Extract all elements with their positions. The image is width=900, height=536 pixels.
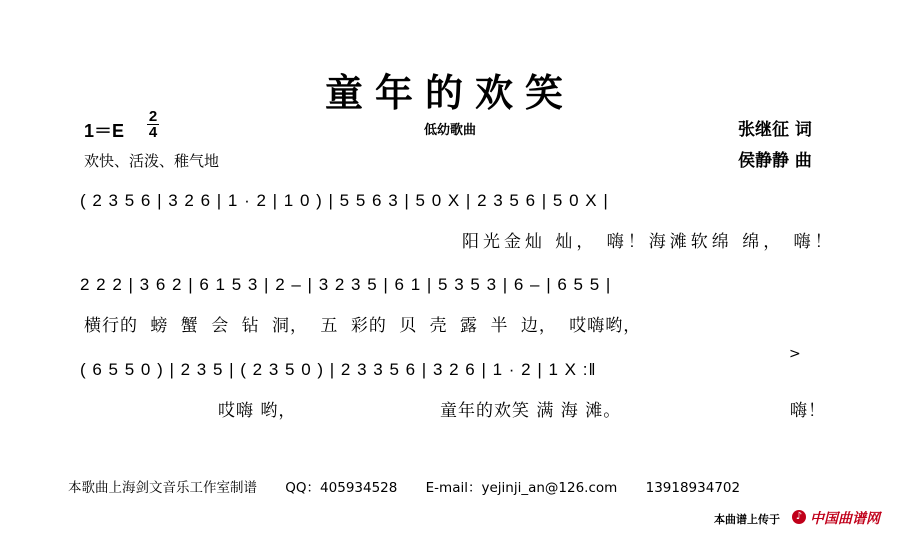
time-signature-top: 2	[148, 108, 158, 125]
accent-mark: >	[789, 346, 801, 362]
upload-label: 本曲谱上传于	[714, 513, 780, 526]
song-genre: 低幼歌曲	[424, 123, 477, 138]
notation-line-2: 2 2 2 | 3 6 2 | 6 1 5 3 | 2 – | 3 2 3 5 | 6 1 | 5 3 5 3 | 6 – | 6 5 5 |	[80, 275, 612, 294]
lyric-line-3c: 嗨！	[790, 401, 826, 421]
email-text: E-mail：yejinji_an@126.com	[425, 480, 618, 496]
notation-line-1: ( 2 3 5 6 | 3 2 6 | 1 · 2 | 1 0 ) | 5 5 6 3 | 5 0 X | 2 3 5 6 | 5 0 X |	[80, 191, 609, 210]
song-title: 童年的欢笑	[324, 70, 575, 115]
brand-logo-icon: ♪	[792, 510, 806, 524]
lyric-line-3b: 童年的欢笑 满 海 滩。	[440, 401, 622, 421]
brand-logo-text[interactable]: 中国曲谱网	[810, 511, 880, 527]
lyric-line-1: 阳光金灿 灿， 嗨！海滩软绵 绵， 嗨！	[462, 232, 836, 252]
producer-text: 本歌曲上海剑文音乐工作室制谱	[68, 480, 257, 496]
lyric-line-3a: 哎嗨 哟，	[218, 401, 297, 421]
notation-line-3: ( 6 5 5 0 ) | 2 3 5 | ( 2 3 5 0 ) | 2 3 3 5 6 | 3 2 6 | 1 · 2 | 1 X :‖	[80, 360, 597, 379]
tempo-marking: 欢快、活泼、稚气地	[84, 152, 220, 170]
footer-info	[68, 476, 764, 496]
composer-credit: 侯静静 曲	[738, 151, 812, 171]
qq-text: QQ：405934528	[285, 480, 398, 496]
time-signature	[147, 109, 159, 140]
lyricist-credit: 张继征 词	[738, 120, 812, 140]
time-signature-bottom: 4	[148, 124, 158, 141]
phone-text: 13918934702	[645, 480, 741, 496]
key-signature: 1＝E	[84, 121, 125, 141]
lyric-line-2: 横行的 螃 蟹 会 钻 洞， 五 彩的 贝 壳 露 半 边， 哎嗨哟，	[84, 316, 642, 336]
